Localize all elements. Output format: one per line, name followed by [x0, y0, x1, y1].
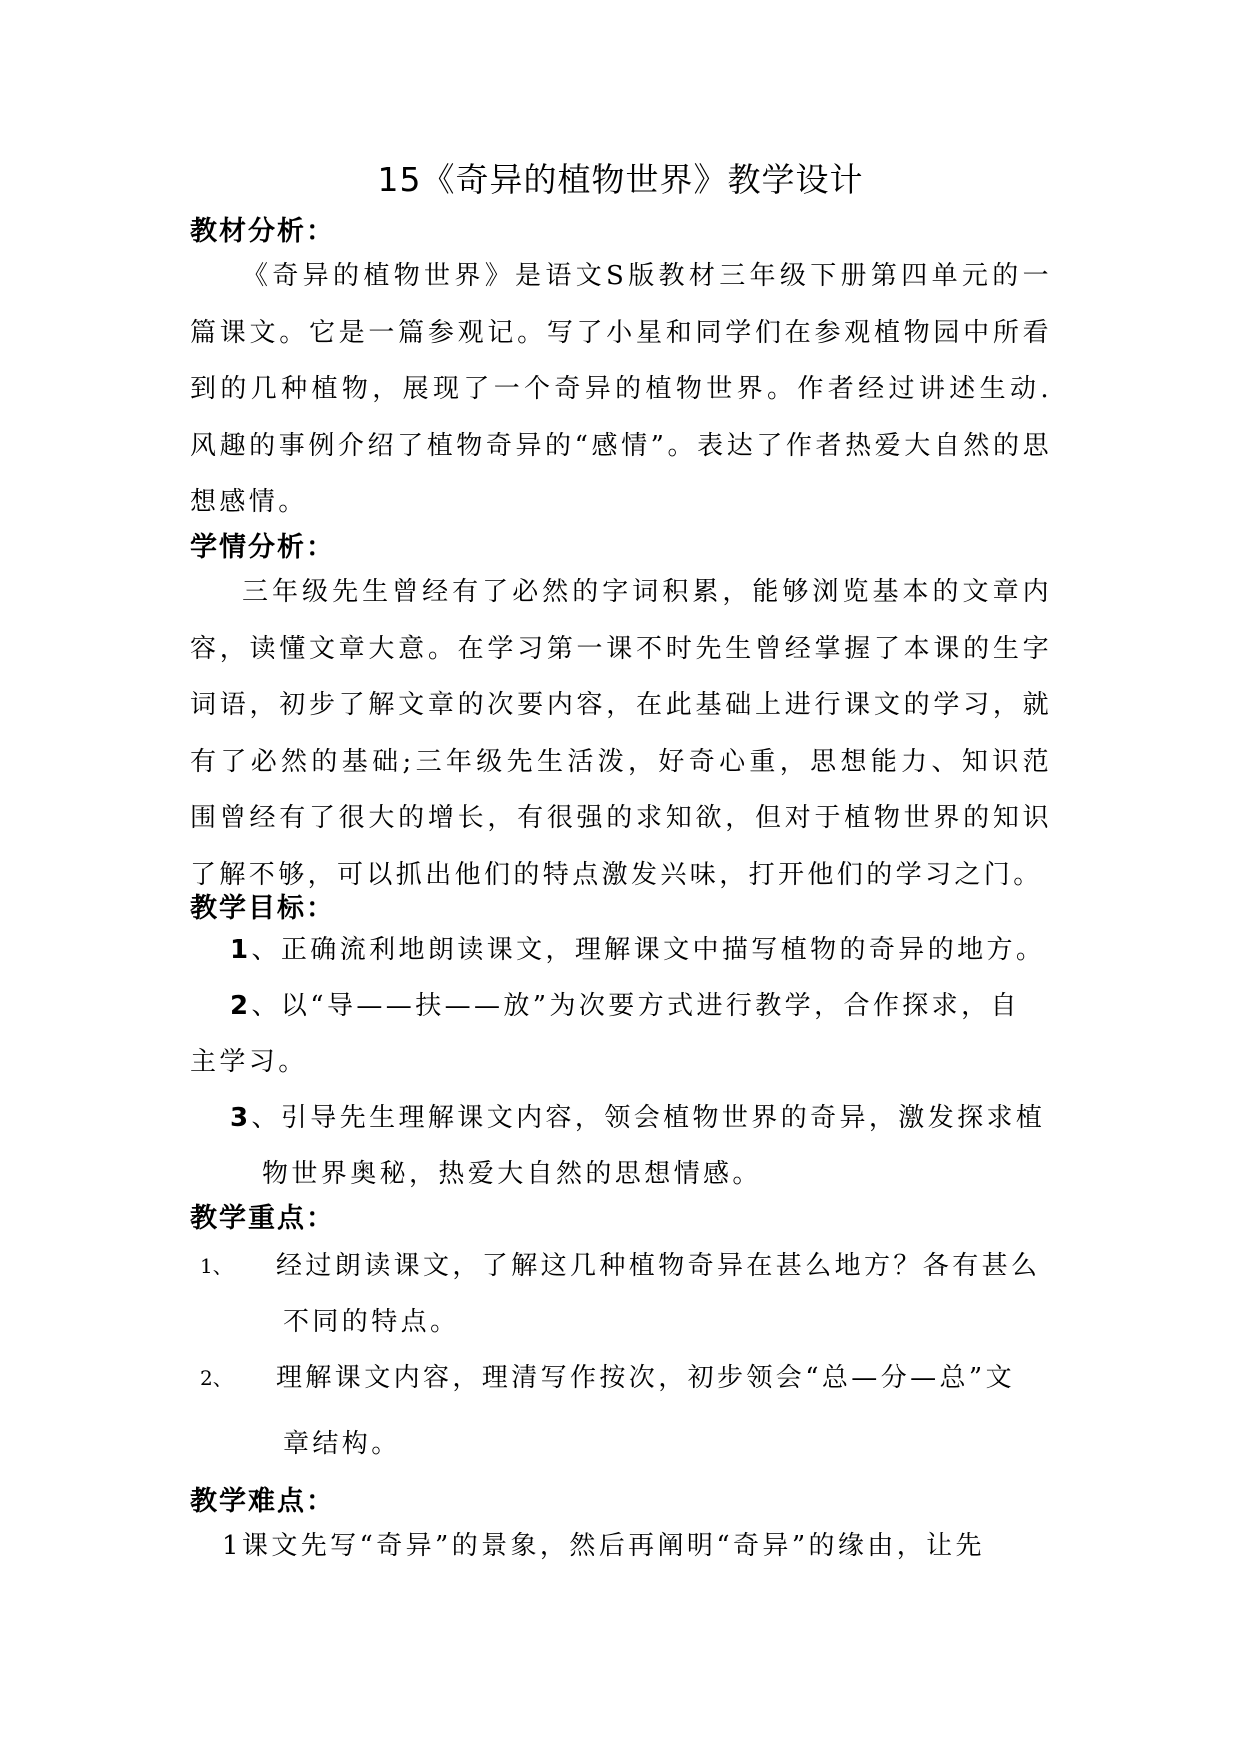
objective-item-3-continued: 物世界奥秘，热爱大自然的思想情感。 — [262, 1159, 762, 1189]
difficulties-heading: 教学难点： — [190, 1486, 335, 1517]
key-point-number: 1、 — [200, 1254, 233, 1278]
document-title: 15《奇异的植物世界》教学设计 — [377, 160, 864, 199]
key-point-item-2-continued: 章结构。 — [283, 1429, 401, 1459]
objective-text: 、正确流利地朗读课文，理解课文中描写植物的奇异的地方。 — [251, 935, 1046, 965]
objective-item-1 — [230, 922, 1045, 978]
key-point-number: 2、 — [200, 1366, 233, 1390]
key-point-item-1: 经过朗读课文，了解这几种植物奇异在甚么地方？各有甚么 — [276, 1251, 1041, 1281]
textbook-analysis-paragraph: 《奇异的植物世界》是语文S版教材三年级下册第四单元的一篇课文。它是一篇参观记。写了小星和同学们在参观植物园中所看到的几种植物，展现了一个奇异的植物世界。作者经过讲述生动.风趣的事例介绍了植物奇异的“感情”。表达了作者热爱大自然的思想感情。 — [190, 261, 1052, 517]
key-point-item-1-continued: 不同的特点。 — [283, 1307, 460, 1337]
objective-text: 、引导先生理解课文内容，领会植物世界的奇异，激发探求植 — [251, 1103, 1046, 1133]
objectives-heading: 教学目标： — [190, 893, 335, 924]
objective-number: 3 — [230, 1103, 252, 1133]
objective-item-2 — [230, 978, 1020, 1034]
textbook-analysis-heading: 教材分析： — [190, 216, 335, 247]
objective-number: 2 — [230, 991, 252, 1021]
key-point-item-2: 理解课文内容，理清写作按次，初步领会“总—分—总”文 — [276, 1363, 1015, 1393]
student-analysis-heading: 学情分析： — [190, 532, 335, 563]
objective-item-2-continued: 主学习。 — [190, 1047, 308, 1077]
student-analysis-paragraph: 三年级先生曾经有了必然的字词积累，能够浏览基本的文章内容，读懂文章大意。在学习第一课不时先生曾经掌握了本课的生字词语，初步了解文章的次要内容，在此基础上进行课文的学习，就有了必然的基础;三年级先生活泼，好奇心重，思想能力、知识范围曾经有了很大的增长，有很强的求知欲，但对于植物世界的知识了解不够，可以抓出他们的特点激发兴味，打开他们的学习之门。 — [190, 577, 1052, 890]
objective-number: 1 — [230, 935, 252, 965]
objective-item-3 — [230, 1090, 1045, 1146]
key-points-heading: 教学重点： — [190, 1203, 335, 1234]
difficulties-text: 1课文先写“奇异”的景象，然后再阐明“奇异”的缘由，让先 — [222, 1531, 985, 1561]
objective-text: 、以“导——扶——放”为次要方式进行教学，合作探求，自 — [251, 991, 1020, 1021]
